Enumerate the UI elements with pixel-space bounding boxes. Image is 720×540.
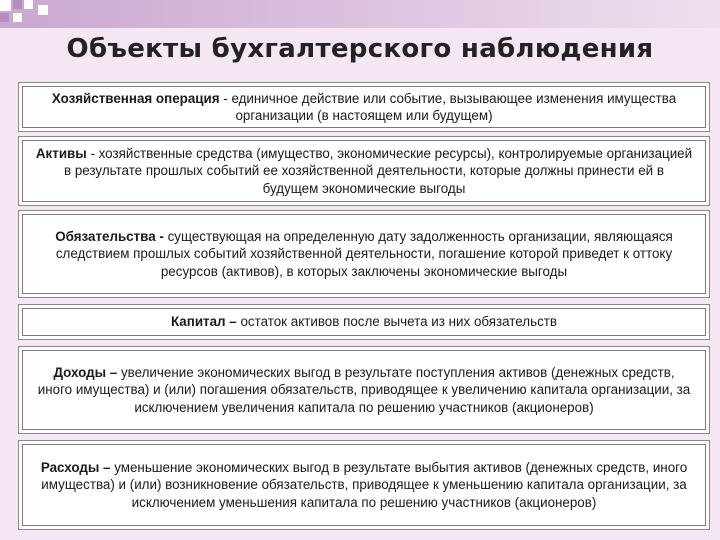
definition-box-operation <box>22 86 706 128</box>
term-label: Хозяйственная операция <box>51 90 220 106</box>
page-title: Объекты бухгалтерского наблюдения <box>66 34 654 64</box>
definition-text: увеличение экономических выгод в результате поступления активов (денежных средств, иного имущества) и (или) погашения обязательств, приводящее к увеличению капитала организации, за исключением увеличения капитала по решению участников (акционеров) <box>37 364 691 415</box>
definition-text: уменьшение экономических выгод в результате выбытия активов (денежных средств, иного имущества) и (или) возникновение обязательств, приводящее к уменьшению капитала организации, за исключением уменьшения капитала по решению участников (акционеров) <box>41 459 688 510</box>
definition-text: - хозяйственные средства (имущество, экономические ресурсы), контролируемые организацией в результате прошлых событий ее хозяйственной деятельности, которые должны принести ей в будущем экономические выгоды <box>64 145 693 196</box>
term-label: Капитал – <box>170 314 237 330</box>
term-label: Расходы – <box>40 459 111 475</box>
term-label: Активы <box>35 145 87 161</box>
definition-box-assets <box>22 140 706 202</box>
decorative-square <box>0 13 9 22</box>
term-label: Доходы – <box>53 364 118 380</box>
definition-box-capital <box>22 308 706 336</box>
decorative-square <box>0 0 11 11</box>
definition-text: - единичное действие или событие, вызывающее изменения имущества организации (в настоящем или будущем) <box>219 90 677 123</box>
definition-box-income <box>22 350 706 430</box>
header-band <box>0 0 720 28</box>
decorative-square <box>13 13 22 22</box>
definition-text: остаток активов после вычета из них обязательств <box>236 314 558 330</box>
term-label: Обязательства - <box>55 228 164 244</box>
definition-box-expenses <box>22 444 706 526</box>
decorative-square <box>38 5 48 15</box>
decorative-square <box>13 0 22 9</box>
definition-text: существующая на определенную дату задолженность организации, являющаяся следствием прошлых событий хозяйственной деятельности, погашение которой приведет к оттоку ресурсов (активов), в которых заключены экономические выгоды <box>55 228 673 279</box>
definition-box-liabilities <box>22 214 706 294</box>
decorative-square <box>24 0 33 9</box>
